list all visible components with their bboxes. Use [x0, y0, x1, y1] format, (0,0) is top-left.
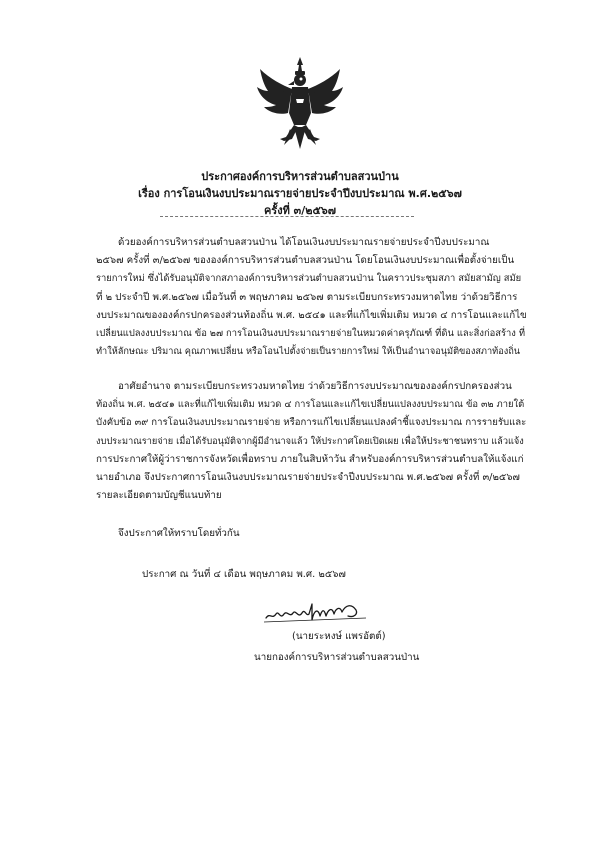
announcement-issuer: ประกาศองค์การบริหารส่วนตำบลสวนป่าน: [201, 170, 399, 183]
announcement-subject: เรื่อง การโอนเงินงบประมาณรายจ่ายประจำปีงบประมาณ พ.ศ.๒๕๖๗: [138, 187, 462, 200]
paragraph-1: [96, 234, 528, 361]
handwritten-signature: [262, 598, 372, 628]
paragraph-line: งบประมาณรายจ่าย เมื่อได้รับอนุมัติจากผู้มีอำนาจแล้ว ให้ประกาศโดยเปิดเผย เพื่อให้ประชาชนทราบ แล้วแจ้ง: [96, 435, 524, 447]
header-divider: [160, 216, 414, 217]
signer-name-block: [292, 628, 492, 646]
paragraph-line: ท้องถิ่น พ.ศ. ๒๕๔๑ และที่แก้ไขเพิ่มเติม หมวด ๔ การโอนและแก้ไขเปลี่ยนแปลงงบประมาณ ข้อ ๓๒ ภายใต้: [96, 399, 525, 411]
signer-name: (นายระหงษ์ แพรอัตต์): [292, 631, 386, 642]
announcement-number: ครั้งที่ ๓/๒๕๖๗: [263, 204, 337, 217]
date-line: [142, 566, 472, 584]
paragraph-line: รายละเอียดตามบัญชีแนบท้าย: [96, 490, 222, 502]
garuda-emblem-icon: [254, 55, 346, 151]
date-text: ประกาศ ณ วันที่ ๔ เดือน พฤษภาคม พ.ศ. ๒๕๖๗: [142, 569, 346, 580]
closing-line: จึงประกาศให้ทราบโดยทั่วกัน: [118, 528, 240, 539]
paragraph-line: ที่ ๒ ประจำปี พ.ศ.๒๕๖๗ เมื่อวันที่ ๓ พฤษภาคม ๒๕๖๗ ตามระเบียบกระทรวงมหาดไทย ว่าด้วยวิธีการ: [96, 291, 518, 303]
paragraph-3: [96, 525, 528, 543]
paragraph-line: รายการใหม่ ซึ่งได้รับอนุมัติจากสภาองค์การบริหารส่วนตำบลสวนป่าน ในคราวประชุมสภา สมัยสามัญ สมัย: [96, 273, 522, 285]
paragraph-line: การประกาศให้ผู้ว่าราชการจังหวัดเพื่อทราบ ภายในสิบห้าวัน สำหรับองค์การบริหารส่วนตำบลให้แจ้งแก่: [96, 453, 524, 465]
paragraph-line: บังคับข้อ ๓๙ การโอนเงินงบประมาณรายจ่าย หรือการแก้ไขเปลี่ยนแปลงคำชี้แจงประมาณ การรายรับและ: [96, 417, 527, 429]
paragraph-line: ๒๕๖๗ ครั้งที่ ๓/๒๕๖๗ ขององค์การบริหารส่วนตำบลสวนป่าน โดยโอนเงินงบประมาณเพื่อตั้งจ่ายเป็น: [96, 255, 515, 267]
signer-title: นายกองค์การบริหารส่วนตำบลสวนป่าน: [254, 652, 420, 663]
paragraph-line: เปลี่ยนแปลงงบประมาณ ข้อ ๒๗ การโอนเงินงบประมาณรายจ่ายในหมวดค่าครุภัณฑ์ ที่ดิน และสิ่งก่อสร้าง ที่: [96, 328, 526, 340]
paragraph-line: ด้วยองค์การบริหารส่วนตำบลสวนป่าน ได้โอนเงินงบประมาณรายจ่ายประจำปีงบประมาณ: [118, 237, 490, 248]
paragraph-line: อาศัยอำนาจ ตามระเบียบกระทรวงมหาดไทย ว่าด้วยวิธีการงบประมาณขององค์กรปกครองส่วน: [118, 381, 512, 392]
signer-title-block: [254, 649, 494, 667]
paragraph-2: [96, 378, 528, 505]
paragraph-line: งบประมาณขององค์กรปกครองส่วนท้องถิ่น พ.ศ. ๒๕๔๑ และที่แก้ไขเพิ่มเติม หมวด ๔ การโอนและแก้ไข: [96, 309, 527, 321]
paragraph-line: ทำให้ลักษณะ ปริมาณ คุณภาพเปลี่ยน หรือโอนไปตั้งจ่ายเป็นรายการใหม่ ให้เป็นอำนาจอนุมัติของสภาท้องถิ่น: [96, 346, 521, 358]
paragraph-line: นายอำเภอ จึงประกาศการโอนเงินงบประมาณรายจ่ายประจำปีงบประมาณ พ.ศ.๒๕๖๗ ครั้งที่ ๓/๒๕๖๗: [96, 472, 520, 484]
